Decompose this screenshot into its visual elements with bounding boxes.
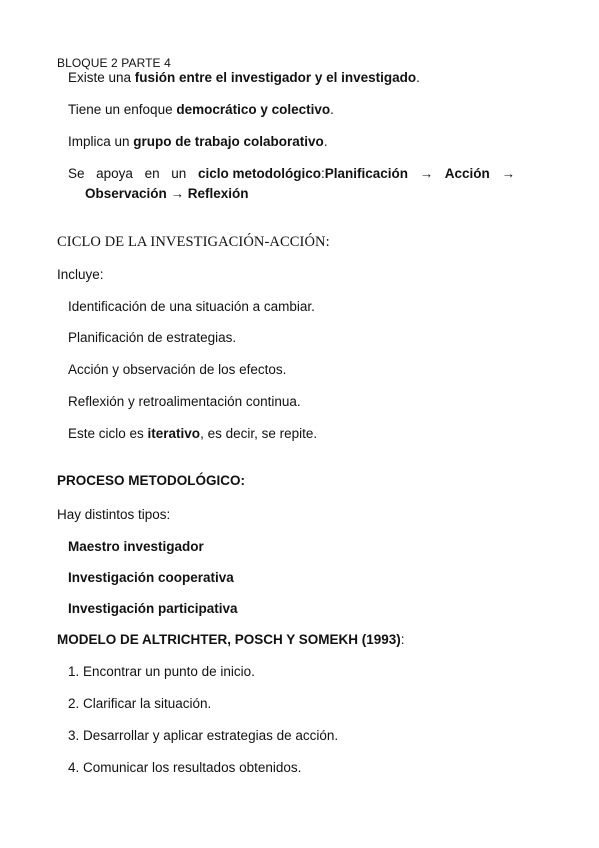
intro-line-4-cont	[85, 186, 249, 201]
ciclo-item: Reflexión y retroalimentación continua.	[68, 394, 301, 409]
word: un	[171, 166, 187, 181]
proceso-intro: Hay distintos tipos:	[57, 507, 171, 522]
ciclo-item-iterativo	[68, 426, 317, 441]
intro-text: Tiene un enfoque	[68, 102, 177, 117]
intro-line-3	[68, 134, 328, 149]
modelo-step: 2. Clarificar la situación.	[68, 696, 212, 711]
ciclo-heading: CICLO DE LA INVESTIGACIÓN-ACCIÓN:	[57, 234, 330, 250]
phases-continued: Observación → Reflexión	[85, 186, 249, 201]
type-label: Maestro investigador	[68, 539, 204, 554]
proceso-type	[68, 570, 234, 585]
modelo-title: MODELO DE ALTRICHTER, POSCH Y SOMEKH (1993)	[57, 632, 401, 647]
modelo-step: 1. Encontrar un punto de inicio.	[68, 664, 255, 679]
intro-text: .	[416, 70, 420, 85]
intro-text: .	[330, 102, 334, 117]
proceso-heading	[57, 473, 245, 488]
modelo-step: 3. Desarrollar y aplicar estrategias de acción.	[68, 728, 339, 743]
intro-text: .	[323, 134, 328, 149]
intro-bold: grupo de trabajo colaborativo	[133, 134, 324, 149]
ciclo-item: Identificación de una situación a cambiar.	[68, 299, 315, 314]
arrow-icon: →	[419, 166, 434, 181]
bold-phrase	[198, 166, 408, 181]
word: en	[144, 166, 160, 181]
ciclo-item: Acción y observación de los efectos.	[68, 362, 287, 377]
modelo-heading	[57, 632, 405, 647]
proceso-type	[68, 539, 204, 554]
intro-line-1	[68, 70, 420, 85]
page-header: BLOQUE 2 PARTE 4	[57, 56, 171, 70]
word: Se	[68, 166, 85, 181]
word: apoya	[96, 166, 133, 181]
proceso-title: PROCESO METODOLÓGICO:	[57, 473, 246, 488]
proceso-type	[68, 601, 238, 616]
colon: :	[400, 632, 405, 647]
modelo-step: 4. Comunicar los resultados obtenidos.	[68, 760, 302, 775]
arrow-icon: →	[501, 166, 515, 181]
type-label: Investigación participativa	[68, 601, 238, 616]
intro-bold: fusión entre el investigador y el investigado	[134, 70, 417, 85]
text: , es decir, se repite.	[200, 426, 318, 441]
intro-line-4	[68, 166, 515, 181]
colon: :	[320, 166, 325, 181]
ciclo-item: Planificación de estrategias.	[68, 330, 237, 345]
bold-text: ciclo metodológico	[197, 166, 321, 181]
intro-text: Implica un	[68, 134, 134, 149]
intro-text: Existe una	[68, 70, 135, 85]
bold-iterativo: iterativo	[147, 426, 201, 441]
intro-bold: democrático y colectivo	[176, 102, 331, 117]
incluye-label: Incluye:	[57, 267, 104, 282]
type-label: Investigación cooperativa	[68, 570, 234, 585]
intro-line-2	[68, 102, 334, 117]
text: Este ciclo es	[68, 426, 148, 441]
phase-planificacion: Planificación	[324, 166, 408, 181]
phase-accion: Acción	[444, 166, 490, 181]
